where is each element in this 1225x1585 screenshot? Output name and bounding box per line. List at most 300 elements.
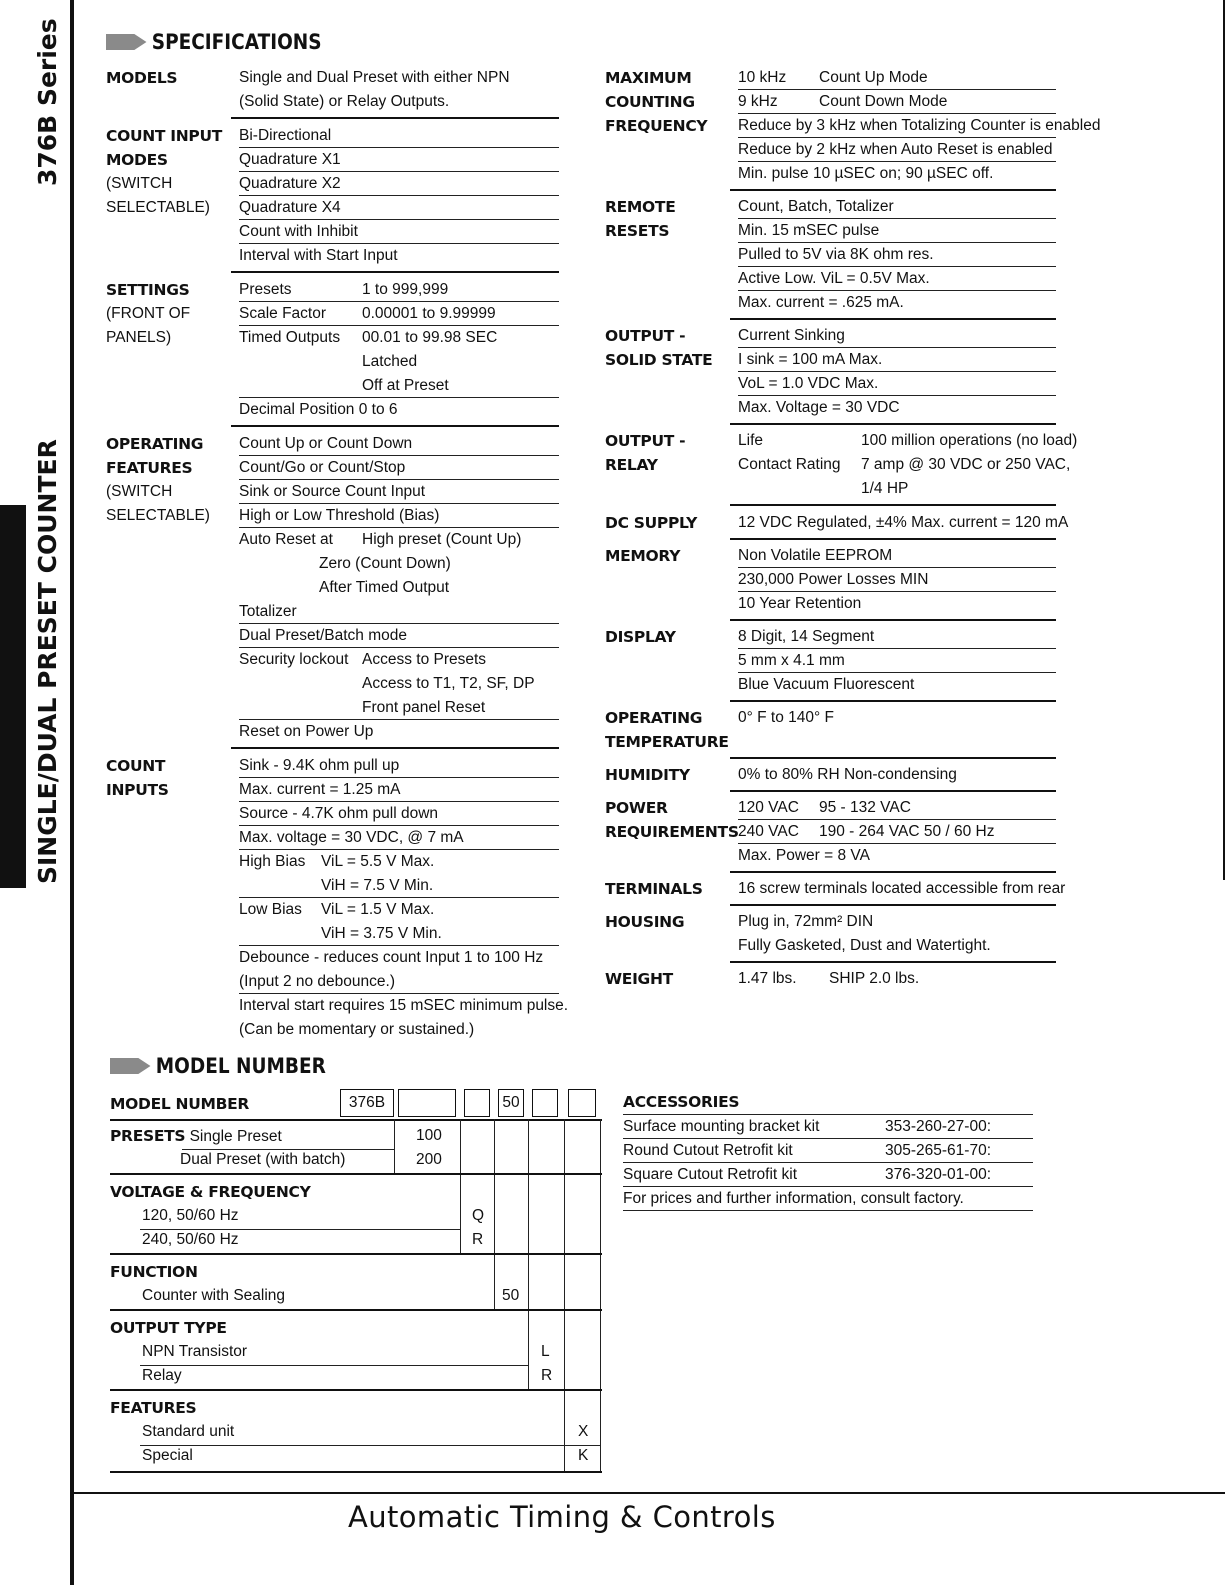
spec-value-detail: 00.01 to 99.98 SEC [362,329,498,346]
spec-values [738,66,1101,186]
spec-row [738,219,1056,243]
spec-label-line: RESETS [605,222,670,240]
spec-label-line: HUMIDITY [605,766,690,784]
spec-value: Security lockout [239,651,349,668]
spec-value-detail: 7 amp @ 30 VDC or 250 VAC, [861,456,1071,473]
spec-row [738,195,1056,219]
spec-label-line: COUNT INPUT [106,127,223,145]
spec-label-line: POWER [605,799,668,817]
output-label: OUTPUT TYPE [110,1319,227,1337]
spec-value: 10 Year Retention [738,595,862,612]
spec-row [239,374,559,398]
rule [110,1309,602,1311]
spec-value-detail: Access to T1, T2, SF, DP [362,675,535,692]
spec-row [239,90,559,114]
spec-label [605,877,735,901]
spec-label-line: SOLID STATE [605,351,713,369]
spec-row [239,326,559,350]
col-rule [394,1119,395,1173]
spec-row [239,220,559,244]
spec-value: High Bias [239,853,306,870]
arrow-icon [110,1058,150,1074]
rule [140,1445,600,1446]
spec-row [239,302,559,326]
model-box-3 [464,1089,490,1117]
model-box-6 [568,1089,596,1117]
spec-value-detail: Count Up Mode [819,69,928,86]
col-rule [600,1119,601,1471]
spec-row [738,544,1056,568]
section-rule [730,904,1056,906]
spec-value: Current Sinking [738,327,845,344]
spec-label-line: MODELS [106,69,178,87]
rule [140,1365,528,1366]
spec-value: Bi-Directional [239,127,332,144]
presets-label: PRESETS [110,1127,186,1145]
voltage-120-code: Q [472,1207,485,1224]
footer-rule [70,1492,1225,1494]
spec-values [738,877,1066,901]
section-rule [730,619,1056,621]
spec-row [738,877,1066,901]
spec-value: 0% to 80% RH Non-condensing [738,766,957,783]
spec-value: Sink or Source Count Input [239,483,426,500]
spec-row [738,477,1056,501]
product-title: SINGLE/DUAL PRESET COUNTER [33,439,62,884]
spec-value: 120 VAC [738,799,799,816]
spec-value: Blue Vacuum Fluorescent [738,676,915,693]
rule [110,1389,602,1391]
spec-label [605,763,735,787]
section-rule [730,790,1056,792]
spec-row [239,922,559,946]
spec-row [738,796,1056,820]
spec-value-detail: ViH = 7.5 V Min. [321,877,434,894]
spec-value: Count Up or Count Down [239,435,413,452]
spec-label [605,625,735,649]
feature-standard-code: X [578,1423,589,1440]
spec-value-detail: High preset (Count Up) [362,531,522,548]
spec-row [239,874,559,898]
spec-values [738,706,1056,730]
spec-values [239,754,569,1042]
spec-value: Low Bias [239,901,302,918]
spec-row [738,934,1056,958]
spec-label [605,796,739,844]
spec-values [239,278,559,422]
spec-value: Count/Go or Count/Stop [239,459,406,476]
single-preset: Single Preset [189,1128,282,1145]
spec-row [738,649,1056,673]
specifications-heading [106,30,322,54]
spec-row [239,994,569,1018]
output-relay: Relay [142,1367,182,1384]
rule [110,1173,602,1175]
spec-row [239,552,559,576]
accessory-name: Square Cutout Retrofit kit [623,1166,798,1183]
spec-row [239,600,559,624]
spec-row [239,696,559,720]
spec-value: 0° F to 140° F [738,709,834,726]
spec-value: Max. Power = 8 VA [738,847,870,864]
spec-value-detail: Latched [362,353,418,370]
output-npn-code: L [541,1343,550,1360]
spec-row [738,453,1071,477]
spec-row [738,90,1056,114]
dual-code: 200 [416,1151,442,1168]
spec-label [605,429,735,477]
spec-label-line: MODES [106,151,168,169]
spec-row [738,114,1101,138]
spec-value: Single and Dual Preset with either NPN [239,69,510,86]
spec-label [605,511,735,535]
spec-values [738,195,1056,315]
rule [110,1253,602,1255]
spec-row [738,910,1056,934]
spec-value: 240 VAC [738,823,799,840]
section-rule [730,700,1056,702]
spec-label-line: FREQUENCY [605,117,708,135]
spec-value: 10 kHz [738,69,787,86]
spec-row [738,372,1056,396]
spec-row [738,706,1056,730]
accessories-title: ACCESSORIES [623,1091,1033,1115]
section-rule [730,871,1056,873]
spec-label [106,754,236,802]
spec-sublabel: (FRONT OF [106,305,191,322]
spec-row [738,324,1056,348]
spec-label-line: TEMPERATURE [605,733,729,751]
spec-row [239,720,559,744]
spec-row [239,196,559,220]
spec-sublabel: (SWITCH [106,175,173,192]
spec-row [738,243,1056,267]
spec-row [239,624,559,648]
spec-values [738,511,1069,535]
section-rule [231,747,559,749]
spec-row [738,763,1056,787]
spec-row [738,348,1056,372]
spec-label-line: SETTINGS [106,281,190,299]
function-code: 50 [502,1287,520,1304]
spec-value: 5 mm x 4.1 mm [738,652,845,669]
col-rule [564,1119,565,1471]
spec-value: Min. pulse 10 µSEC on; 90 µSEC off. [738,165,994,182]
spec-row [239,1018,559,1042]
accessory-row [623,1163,1033,1187]
spec-value: Reset on Power Up [239,723,374,740]
spec-sublabel: SELECTABLE) [106,507,210,524]
model-box-1: 376B [340,1089,394,1117]
spec-row [239,970,559,994]
spec-values [738,796,1056,868]
spec-sublabel: SELECTABLE) [106,199,210,216]
spec-value: Reduce by 3 kHz when Totalizing Counter is enabled [738,117,1101,134]
spec-row [738,844,1056,868]
spec-label [106,66,236,90]
spec-value-detail: SHIP 2.0 lbs. [829,970,920,987]
spec-value-detail: Count Down Mode [819,93,948,110]
spec-label [605,910,735,934]
spec-label-line: OUTPUT - [605,432,686,450]
margin-rule [70,0,74,1585]
section-rule [231,425,559,427]
spec-value-detail: After Timed Output [319,579,450,596]
section-rule [231,271,559,273]
spec-row [239,802,559,826]
spec-values [239,66,559,114]
section-rule [730,423,1056,425]
section-rule [730,504,1056,506]
spec-value: Reduce by 2 kHz when Auto Reset is enabled [738,141,1053,158]
spec-row [738,511,1069,535]
spec-values [738,324,1056,420]
spec-value: (Solid State) or Relay Outputs. [239,93,450,110]
spec-label-line: COUNTING [605,93,695,111]
spec-label [605,66,735,138]
spec-label [605,967,735,991]
accessory-part-number: 376-320-01-00: [885,1166,991,1183]
spec-row [239,124,559,148]
spec-value: Timed Outputs [239,329,341,346]
feature-standard: Standard unit [142,1423,235,1440]
spec-value-detail: Zero (Count Down) [319,555,451,572]
section-rule [730,961,1056,963]
spec-value: I sink = 100 mA Max. [738,351,883,368]
spec-row [738,66,1056,90]
spec-value: Contact Rating [738,456,841,473]
spec-row [738,592,1056,616]
accessory-row [623,1139,1033,1163]
model-number-label: MODEL NUMBER [110,1095,250,1113]
spec-value: Source - 4.7K ohm pull down [239,805,439,822]
accessory-part-number: 305-265-61-70: [885,1142,991,1159]
series-label: 376B Series [33,18,62,186]
model-box-4: 50 [498,1089,524,1117]
accessories-note: For prices and further information, consult factory. [623,1187,1033,1211]
spec-row [239,754,559,778]
spec-value: Totalizer [239,603,297,620]
spec-value-detail: ViH = 3.75 V Min. [321,925,442,942]
spec-values [738,544,1056,616]
spec-label-line: TERMINALS [605,880,703,898]
spec-value: Quadrature X1 [239,151,341,168]
spec-value: 1.47 lbs. [738,970,797,987]
specifications-title: SPECIFICATIONS [151,30,322,54]
function-value: Counter with Sealing [142,1287,286,1304]
spec-label [106,278,236,350]
feature-special-code: K [578,1447,589,1464]
spec-row [738,291,1056,315]
spec-value: Pulled to 5V via 8K ohm res. [738,246,934,263]
spec-value: Non Volatile EEPROM [738,547,893,564]
spec-label-line: HOUSING [605,913,685,931]
spec-value-detail: Access to Presets [362,651,487,668]
spec-value: Auto Reset at [239,531,333,548]
spec-value: Max. current = 1.25 mA [239,781,401,798]
spec-value: Decimal Position 0 to 6 [239,401,398,418]
accessory-name: Round Cutout Retrofit kit [623,1142,793,1159]
spec-row [239,432,559,456]
arrow-icon [106,34,146,50]
spec-value: Active Low. ViL = 0.5V Max. [738,270,930,287]
spec-row [239,148,559,172]
spec-row [239,576,559,600]
spec-value-detail: 1/4 HP [861,480,909,497]
spec-row [239,66,559,90]
spec-value-detail: ViL = 1.5 V Max. [321,901,435,918]
spec-value: 12 VDC Regulated, ±4% Max. current = 120 mA [738,514,1069,531]
section-rule [730,538,1056,540]
spec-label [106,124,236,220]
spec-value-detail: 0.00001 to 9.99999 [362,305,496,322]
spec-row [239,672,559,696]
spec-row [738,396,1056,420]
spec-row [738,429,1078,453]
spec-label-line: DISPLAY [605,628,676,646]
model-box-5 [532,1089,558,1117]
spec-value-detail: Off at Preset [362,377,449,394]
spec-values [738,910,1056,958]
spec-label-line: OUTPUT - [605,327,686,345]
spec-row [738,162,1056,186]
spec-value: High or Low Threshold (Bias) [239,507,440,524]
spec-values [738,429,1078,501]
spec-label [605,544,735,568]
spec-values [738,763,1056,787]
spec-label-line: OPERATING [605,709,703,727]
feature-special: Special [142,1447,193,1464]
spec-row [738,267,1056,291]
spec-value: Max. current = .625 mA. [738,294,904,311]
features-label: FEATURES [110,1399,197,1417]
spec-values [738,967,1056,991]
spec-value: Count, Batch, Totalizer [738,198,894,215]
spec-value: Count with Inhibit [239,223,358,240]
spec-label [605,706,735,754]
spec-label-line: COUNT [106,757,166,775]
col-rule [528,1119,529,1391]
section-rule [730,757,1056,759]
spec-value: Interval with Start Input [239,247,398,264]
spec-value-detail: Front panel Reset [362,699,486,716]
spec-row [239,648,559,672]
spec-row [239,826,559,850]
model-box-2 [398,1089,456,1117]
sidebar-tab [0,505,26,888]
voltage-240-code: R [472,1231,484,1248]
spec-value: Plug in, 72mm² DIN [738,913,874,930]
spec-label-line: MAXIMUM [605,69,692,87]
spec-row [738,625,1056,649]
spec-row [239,504,559,528]
spec-label-line: FEATURES [106,459,193,477]
spec-label-line: RELAY [605,456,658,474]
spec-row [738,820,1056,844]
footer-company: Automatic Timing & Controls [348,1500,776,1534]
accessory-name: Surface mounting bracket kit [623,1118,820,1135]
spec-row [239,350,559,374]
spec-values [239,432,559,744]
rule [110,1471,602,1473]
spec-label-line: MEMORY [605,547,681,565]
section-rule [730,318,1056,320]
spec-row [239,244,559,268]
spec-label-line: REQUIREMENTS [605,823,739,841]
spec-value: Max. Voltage = 30 VDC [738,399,900,416]
spec-label [605,195,735,243]
spec-value: Min. 15 mSEC pulse [738,222,880,239]
spec-value-detail: 190 - 264 VAC 50 / 60 Hz [819,823,995,840]
spec-row [239,850,559,874]
voltage-label: VOLTAGE & FREQUENCY [110,1183,311,1201]
spec-row [239,456,559,480]
model-number-table [110,1093,602,1475]
spec-sublabel: PANELS) [106,329,172,346]
spec-row [738,138,1056,162]
col-rule [460,1119,461,1255]
spec-label-line: WEIGHT [605,970,673,988]
single-code: 100 [416,1127,442,1144]
dual-preset: Dual Preset (with batch) [180,1151,346,1168]
spec-label [106,432,236,528]
spec-value: Debounce - reduces count Input 1 to 100 Hz [239,949,544,966]
spec-values [239,124,559,268]
col-rule [494,1119,495,1311]
spec-value: Scale Factor [239,305,327,322]
accessory-row [623,1115,1033,1139]
spec-values [738,625,1056,697]
model-number-heading [110,1054,326,1078]
spec-sublabel: (SWITCH [106,483,173,500]
spec-row [239,172,559,196]
output-npn: NPN Transistor [142,1343,248,1360]
spec-row [239,528,559,552]
model-number-title: MODEL NUMBER [155,1054,326,1078]
spec-label-line: INPUTS [106,781,169,799]
section-rule [730,189,1056,191]
section-rule [231,117,559,119]
spec-value: Life [738,432,763,449]
voltage-120: 120, 50/60 Hz [142,1207,239,1224]
spec-value: Sink - 9.4K ohm pull up [239,757,400,774]
accessories [623,1091,1033,1211]
spec-row [239,898,559,922]
spec-value: Interval start requires 15 mSEC minimum pulse. [239,997,569,1014]
spec-value: VoL = 1.0 VDC Max. [738,375,879,392]
output-relay-code: R [541,1367,553,1384]
spec-row [239,946,559,970]
spec-row [239,278,559,302]
spec-label-line: OPERATING [106,435,204,453]
spec-row [239,778,559,802]
spec-value-detail: 95 - 132 VAC [819,799,911,816]
spec-value: 9 kHz [738,93,778,110]
spec-value: Presets [239,281,292,298]
function-label: FUNCTION [110,1263,198,1281]
spec-value: Max. voltage = 30 VDC, @ 7 mA [239,829,464,846]
voltage-240: 240, 50/60 Hz [142,1231,239,1248]
spec-row [738,568,1056,592]
spec-value: 8 Digit, 14 Segment [738,628,875,645]
spec-label-line: REMOTE [605,198,676,216]
spec-value: Fully Gasketed, Dust and Watertight. [738,937,991,954]
spec-row [738,673,1056,697]
spec-value: (Input 2 no debounce.) [239,973,395,990]
spec-value-detail: 100 million operations (no load) [861,432,1078,449]
spec-value: Quadrature X2 [239,175,341,192]
spec-label [605,324,735,372]
